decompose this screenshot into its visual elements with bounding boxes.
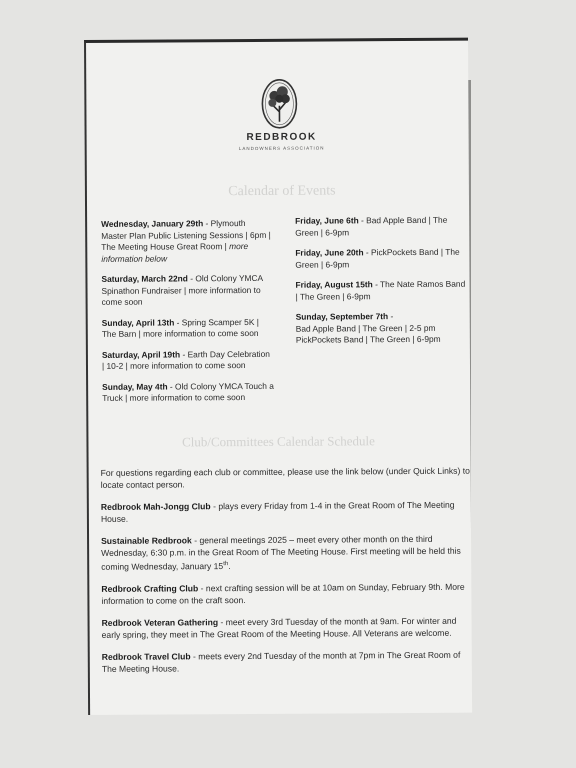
event-item: Wednesday, January 29th - Plymouth Master Plan Public Listening Sessions | 6pm | The Meeting House Great Room | more information below (101, 218, 271, 264)
event-item: Friday, June 20th - PickPockets Band | The Green | 6-9pm (295, 246, 460, 270)
club-item: Redbrook Travel Club - meets every 2nd Tuesday of the month at 7pm in The Great Room of The Meeting House. (101, 649, 461, 674)
event-item: Friday, August 15th - The Nate Ramos Band | The Green | 6-9pm (295, 278, 466, 302)
event-item: Sunday, September 7th - Bad Apple Band | The Green | 2-5 pm PickPockets Band | The Green | 6-9pm (295, 311, 441, 345)
oak-tree-logo-icon (260, 78, 298, 130)
event-item: Sunday, April 13th - Spring Scamper 5K | The Barn | more information to come soon (101, 316, 259, 339)
event-item: Saturday, April 19th - Earth Day Celebration | 10-2 | more information to come soon (101, 348, 270, 371)
club-item: Redbrook Mah-Jongg Club - plays every Friday from 1-4 in the Great Room of The Meeting House. (100, 499, 455, 524)
event-item: Friday, June 6th - Bad Apple Band | The Green | 6-9pm (295, 214, 448, 238)
clubs-section (101, 465, 474, 685)
events-column-right (295, 215, 468, 356)
club-item: Sustainable Redbrook - general meetings 2025 – meet every other month on the third Wednesday, 6:30 p.m. in the Great Room of The Meeting House. First meeting will be held this coming Wednesday, January 15th. (101, 533, 461, 572)
brand-subtitle: LANDOWNERS ASSOCIATION (238, 145, 325, 152)
flyer-page (84, 38, 472, 715)
brand-name: REDBROOK (246, 131, 317, 144)
clubs-heading: Club/Committees Calendar Schedule (182, 433, 375, 450)
events-heading: Calendar of Events (228, 183, 336, 200)
clubs-intro: For questions regarding each club or committee, please use the link below (under Quick Links) to locate contact person. (100, 465, 470, 490)
event-item: Saturday, March 22nd - Old Colony YMCA Spinathon Fundraiser | more information to come soon (101, 272, 263, 307)
club-item: Redbrook Crafting Club - next crafting session will be at 10am on Sunday, February 9th. More information to come on the craft soon. (101, 581, 465, 606)
events-column-left (101, 218, 274, 414)
event-item: Sunday, May 4th - Old Colony YMCA Touch a Truck | more information to come soon (102, 380, 274, 403)
club-item: Redbrook Veteran Gathering - meet every 3rd Tuesday of the month at 9am. For winter and early spring, they meet in The Great Room of the Meeting House. All Veterans are welcome. (101, 615, 457, 640)
